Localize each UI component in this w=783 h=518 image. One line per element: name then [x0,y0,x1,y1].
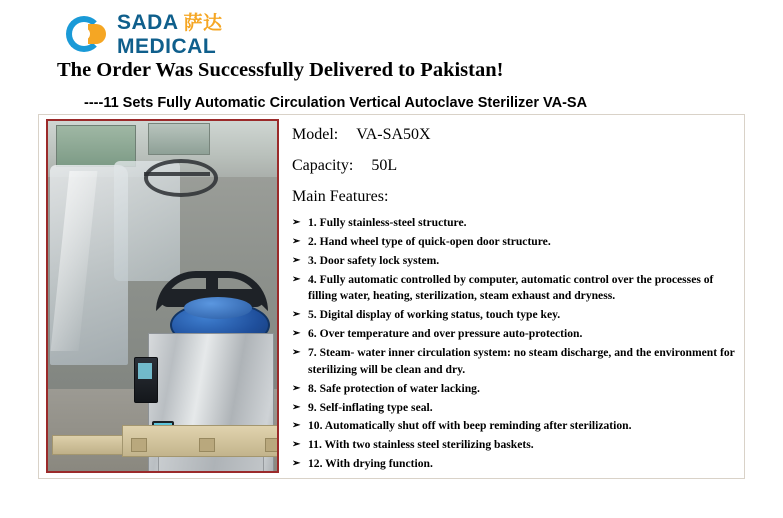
company-logo [66,12,223,57]
photo-pallet-leg [199,438,215,452]
photo-blue-lid-top [184,297,252,319]
feature-text: 9. Self-inflating type seal. [308,400,433,414]
logo-wordmark [117,12,223,57]
page-title: The Order Was Successfully Delivered to Pakistan! [57,59,504,81]
feature-text: 6. Over temperature and over pressure auto-protection. [308,327,583,341]
photo-pallet-secondary [52,435,130,455]
bullet-arrow-icon: ➢ [292,328,301,340]
feature-item [292,418,738,434]
bullet-arrow-icon: ➢ [292,458,301,470]
logo-accent-shape [88,24,106,44]
model-value: VA-SA50X [356,126,431,143]
bullet-arrow-icon: ➢ [292,347,301,359]
logo-name-en-2: MEDICAL [117,35,217,58]
feature-text: 11. With two stainless steel sterilizing baskets. [308,438,534,452]
page-subtitle: ----11 Sets Fully Automatic Circulation Vertical Autoclave Sterilizer VA-SA [84,95,588,111]
bullet-arrow-icon: ➢ [292,439,301,451]
feature-item [292,326,738,342]
feature-item [292,272,738,305]
feature-item [292,381,738,397]
logo-inner-shape [78,28,90,40]
capacity-value: 50L [371,157,398,174]
feature-text: 3. Door safety lock system. [308,253,440,267]
bullet-arrow-icon: ➢ [292,401,301,413]
feature-item [292,345,738,378]
product-photo-image [48,121,277,471]
capacity-label: Capacity: [292,157,354,174]
photo-pallet [122,425,279,457]
logo-name-cn: 萨达 [183,13,223,34]
feature-item [292,400,738,416]
bullet-arrow-icon: ➢ [292,420,301,432]
feature-text: 2. Hand wheel type of quick-open door structure. [308,234,551,248]
bullet-arrow-icon: ➢ [292,217,301,228]
logo-mark-icon [66,14,110,56]
photo-lid-handle-post [206,271,218,299]
features-list [292,215,738,473]
specification-block [292,126,738,475]
model-label: Model: [292,126,339,143]
features-title: Main Features: [292,188,389,205]
feature-item [292,456,738,472]
feature-text: 10. Automatically shut off with beep reminding after sterilization. [308,419,632,433]
logo-name-en-1: SADA [117,11,179,34]
bullet-arrow-icon: ➢ [292,382,301,394]
feature-item [292,253,738,269]
model-row [292,126,738,144]
feature-text: 4. Fully automatic controlled by computer, automatic control over the processes of filling water, heating, sterilization, steam exhaust and dryness. [308,272,714,303]
photo-handwheel-background [144,159,218,197]
photo-handwheel-spoke [144,172,210,176]
feature-text: 12. With drying function. [308,457,433,471]
bullet-arrow-icon: ➢ [292,309,301,321]
feature-text: 7. Steam- water inner circulation system: no steam discharge, and the environment for sterilizing will be clean and dry. [308,346,735,376]
feature-item [292,437,738,453]
bullet-arrow-icon: ➢ [292,254,301,266]
photo-control-panel-screen [138,363,152,379]
capacity-row [292,157,738,175]
feature-item [292,307,738,323]
bullet-arrow-icon: ➢ [292,273,301,285]
photo-pallet-leg [131,438,147,452]
feature-text: 1. Fully stainless-steel structure. [308,216,467,229]
feature-text: 5. Digital display of working status, touch type key. [308,308,561,322]
feature-text: 8. Safe protection of water lacking. [308,381,480,395]
feature-item [292,215,738,231]
product-photo [46,119,279,473]
bullet-arrow-icon: ➢ [292,235,301,247]
feature-item [292,234,738,250]
photo-window-right [148,123,210,155]
photo-pallet-leg [265,438,279,452]
